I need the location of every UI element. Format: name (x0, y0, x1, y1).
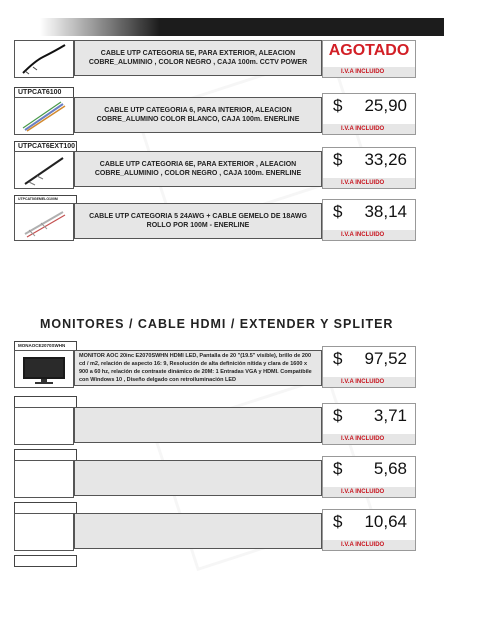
product-description: CABLE UTP CATEGORIA 6E, PARA EXTERIOR , ALEACION COBRE_ALUMINIO , COLOR NEGRO , CAJA 100m. ENERLINE (74, 151, 322, 187)
cable-icon (15, 41, 73, 77)
product-image-monitor (14, 350, 74, 388)
product-description: CABLE UTP CATEGORIA 5E, PARA EXTERIOR, ALEACION COBRE_ALUMINIO , COLOR NEGRO , CAJA 100m. CCTV POWER (74, 40, 322, 76)
product-description (74, 513, 322, 549)
tax-label: I.V.A INCLUIDO (323, 434, 415, 444)
price-amount: 33,26 (364, 150, 407, 169)
price-box (322, 40, 416, 78)
product-image-twin-cable (14, 203, 74, 241)
price-box (322, 346, 416, 388)
price-box (322, 403, 416, 445)
tax-label: I.V.A INCLUIDO (323, 178, 415, 188)
price-box (322, 456, 416, 498)
section-title: MONITORES / CABLE HDMI / EXTENDER Y SPLITER (40, 317, 394, 331)
price-box (322, 93, 416, 135)
tax-label: I.V.A INCLUIDO (323, 377, 415, 387)
product-image-black-utp-cable (14, 151, 74, 189)
price-amount: 10,64 (364, 512, 407, 531)
product-code: UTPCAT6100 (14, 87, 74, 99)
product-image-utp-cable (14, 97, 74, 135)
currency-symbol: $ (333, 406, 343, 425)
price-amount: 3,71 (373, 406, 407, 425)
product-description: CABLE UTP CATEGORIA 5 24AWG + CABLE GEMELO DE 18AWG ROLLO POR 100M - ENERLINE (74, 203, 322, 239)
out-of-stock-label: AGOTADO (328, 42, 410, 59)
product-description: MONITOR AOC 20inc E2070SWHN HDMI LED, Pantalla de 20 "(19.5" visible), brillo de 200 cd / m2, relación de aspecto 16: 9, Resolución de alta definición nítida y clara de 1600 x 900 a 60 hz, relación de contraste dinámico de 20M: 1 Entradas VGA y HDMI. Compatibile con Windows 10 , Diseño delgado con retroiluminación LED (74, 350, 322, 386)
product-code: UTPCAT5GEMELO100M (14, 195, 77, 204)
price (323, 96, 415, 116)
price (323, 349, 415, 369)
tax-label: I.V.A INCLUIDO (323, 230, 415, 240)
product-image (14, 407, 74, 445)
price-amount: 38,14 (364, 202, 407, 221)
price-box (322, 147, 416, 189)
product-code: UTPCAT6EXT100 (14, 141, 77, 153)
currency-symbol: $ (333, 349, 343, 368)
price (323, 202, 415, 222)
cable-icon (15, 152, 73, 188)
product-image (14, 460, 74, 498)
price (323, 150, 415, 170)
product-description: CABLE UTP CATEGORIA 6, PARA INTERIOR, ALEACION COBRE_ALUMINO COLOR BLANCO, CAJA 100m. ENERLINE (74, 97, 322, 133)
price (323, 406, 415, 426)
currency-symbol: $ (333, 459, 343, 478)
tax-label: I.V.A INCLUIDO (323, 540, 415, 550)
product-description (74, 460, 322, 496)
product-image (14, 513, 74, 551)
price-amount: 5,68 (373, 459, 407, 478)
header-bar-fade (40, 18, 160, 36)
price-amount: 97,52 (364, 349, 407, 368)
product-description (74, 407, 322, 443)
currency-symbol: $ (333, 150, 343, 169)
price-box (322, 199, 416, 241)
price (323, 459, 415, 479)
currency-symbol: $ (333, 202, 343, 221)
currency-symbol: $ (333, 96, 343, 115)
price-box (322, 509, 416, 551)
price (323, 512, 415, 532)
tax-label: I.V.A INCLUIDO (323, 487, 415, 497)
cable-icon (15, 204, 73, 240)
product-code (14, 555, 77, 567)
product-code: MONAOCE2070SWHN (14, 341, 77, 351)
price-amount: 25,90 (364, 96, 407, 115)
cable-icon (15, 98, 73, 134)
monitor-icon (15, 351, 73, 387)
tax-label: I.V.A INCLUIDO (323, 124, 415, 134)
product-image-black-cable-roll (14, 40, 74, 78)
currency-symbol: $ (333, 512, 343, 531)
tax-label: I.V.A INCLUIDO (323, 67, 415, 77)
